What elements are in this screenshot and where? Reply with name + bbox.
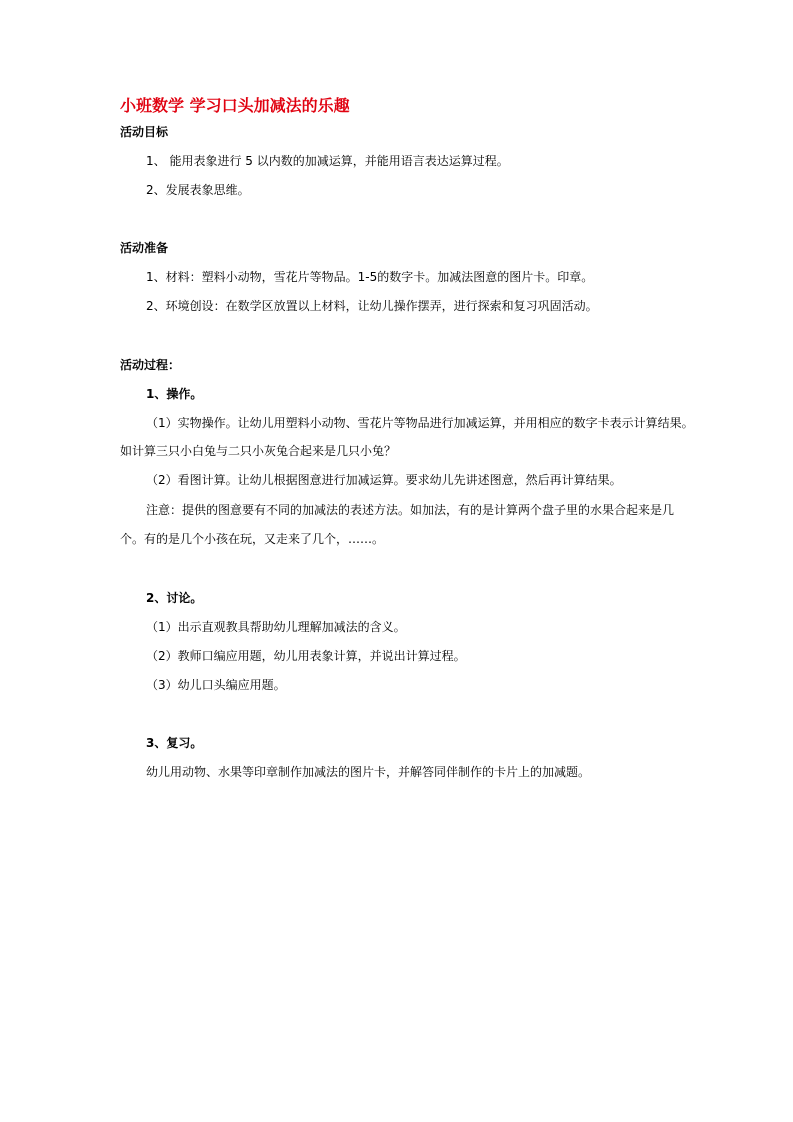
step1-paragraph: （1）实物操作。让幼儿用塑料小动物、雪花片等物品进行加减运算，并用相应的数字卡表示计算结果。 [146, 416, 694, 430]
goals-heading: 活动目标 [120, 125, 169, 139]
step1-note-continued: 个。有的是几个小孩在玩，又走来了几个，……。 [120, 532, 385, 546]
step1-note: 注意：提供的图意要有不同的加减法的表述方法。如加法，有的是计算两个盘子里的水果合起来是几 [146, 503, 675, 517]
process-heading: 活动过程： [120, 358, 181, 372]
document-title: 小班数学 学习口头加减法的乐趣 [120, 96, 350, 115]
goals-item: 1、 能用表象进行 5 以内数的加减运算，并能用语言表达运算过程。 [146, 154, 509, 168]
goals-item: 2、发展表象思维。 [146, 183, 250, 197]
step1-paragraph-continued: 如计算三只小白兔与二只小灰兔合起来是几只小兔？ [120, 444, 397, 458]
step3-text: 幼儿用动物、水果等印章制作加减法的图片卡，并解答同伴制作的卡片上的加减题。 [146, 765, 591, 779]
step2-item: （3）幼儿口头编应用题。 [146, 678, 286, 692]
step2-item: （1）出示直观教具帮助幼儿理解加减法的含义。 [146, 620, 406, 634]
step1-paragraph: （2）看图计算。让幼儿根据图意进行加减运算。要求幼儿先讲述图意，然后再计算结果。 [146, 473, 622, 487]
step2-item: （2）教师口编应用题，幼儿用表象计算，并说出计算过程。 [146, 649, 466, 663]
step3-heading: 3、复习。 [146, 736, 203, 750]
step2-heading: 2、讨论。 [146, 591, 203, 605]
preparation-heading: 活动准备 [120, 241, 169, 255]
preparation-item: 1、材料：塑料小动物，雪花片等物品。1-5的数字卡。加减法图意的图片卡。印章。 [146, 270, 594, 284]
preparation-item: 2、环境创设：在数学区放置以上材料，让幼儿操作摆弄，进行探索和复习巩固活动。 [146, 299, 598, 313]
step1-heading: 1、操作。 [146, 387, 203, 401]
